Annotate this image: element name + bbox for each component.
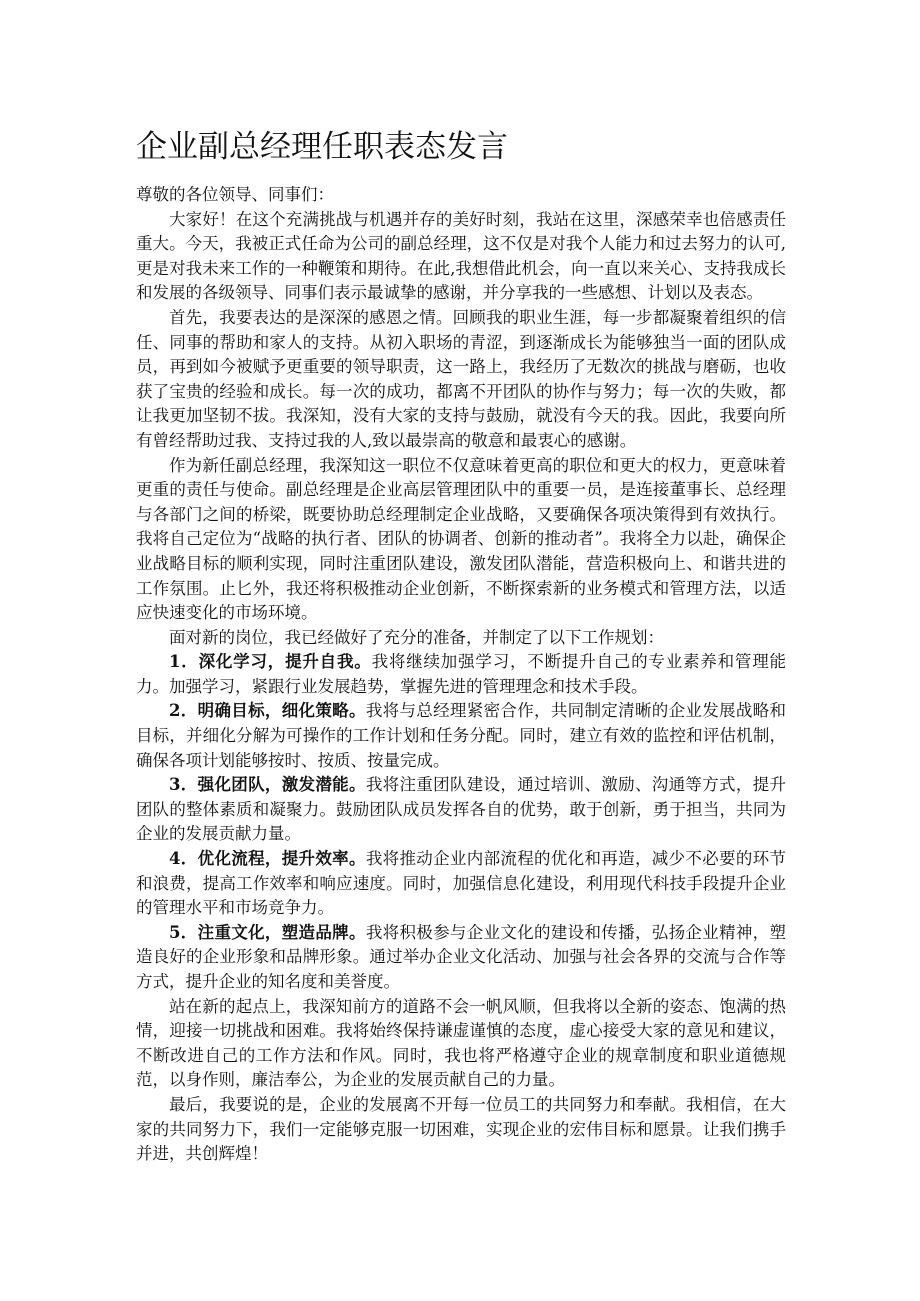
- document-title: 企业副总经理任职表态发言: [136, 129, 508, 165]
- greeting: 尊敬的各位领导、同事们：: [136, 185, 334, 204]
- plan-item-text: 我将积极参与企业文化的建设和传播，弘扬企业精神，塑造良好的企业形象和品牌形象。通过举办企业文化活动、加强与社会各界的交流与合作等方式，提升企业的知名度和美誉度。: [136, 922, 787, 991]
- plan-item-text: 我将与总经理紧密合作，共同制定清晰的企业发展战略和目标，并细化分解为可操作的工作计划和任务分配。同时，建立有效的监控和评估机制，确保各项计划能够按时、按质、按量完成。: [136, 701, 787, 770]
- paragraph-resolve: 站在新的起点上，我深知前方的道路不会一帆风顺，但我将以全新的姿态、饱满的热情，迎接一切挑战和困难。我将始终保持谦虚谨慎的态度，虚心接受大家的意见和建议，不断改进自己的工作方法和作风。同时，我也将严格遵守企业的规章制度和职业道德规范，以身作则，廉洁奉公，为企业的发展贡献自己的力量。: [136, 996, 786, 1090]
- document-body: [136, 183, 786, 1167]
- plan-item-lead: 3．强化团队，激发潜能。: [169, 775, 366, 795]
- plan-item: [136, 650, 786, 699]
- plan-item-text: 我将继续加强学习，不断提升自己的专业素养和管理能力。加强学习，紧跟行业发展趋势，掌握先进的管理理念和技术手段。: [136, 652, 787, 696]
- paragraph-plan-intro: 面对新的岗位，我已经做好了充分的准备，并制定了以下工作规划：: [169, 627, 664, 647]
- plan-item: [136, 921, 786, 995]
- plan-item-text: 我将注重团队建设，通过培训、激励、沟通等方式，提升团队的整体素质和凝聚力。鼓励团队成员发挥各自的优势，敢于创新，勇于担当，共同为企业的发展贡献力量。: [136, 775, 787, 844]
- paragraph-role: 作为新任副总经理，我深知这一职位不仅意味着更高的职位和更大的权力，更意味着更重的责任与使命。副总经理是企业高层管理团队中的重要一员，是连接董事长、总经理与各部门之间的桥梁，既要协助总经理制定企业战略，又要确保各项决策得到有效执行。我将自己定位为“战略的执行者、团队的协调者、创新的推动者”。我将全力以赴，确保企业战略目标的顺利实现，同时注重团队建设，激发团队潜能，营造积极向上、和谐共进的工作氛围。止匕外，我还将积极推动企业创新，不断探索新的业务模式和管理方法，以适应快速变化的市场环境。: [136, 455, 786, 623]
- plan-item-lead: 5．注重文化，塑造品牌。: [169, 922, 366, 942]
- paragraph-gratitude: 首先，我要表达的是深深的感恩之情。回顾我的职业生涯，每一步都凝聚着组织的信任、同事的帮助和家人的支持。从初入职场的青涩，到逐渐成长为能够独当一面的团队成员，再到如今被赋予更重要的领导职责，这一路上，我经历了无数次的挑战与磨砺，也收获了宝贵的经验和成长。每一次的成功，都离不开团队的协作与努力；每一次的失败，都让我更加坚韧不拔。我深知，没有大家的支持与鼓励，就没有今天的我。因此，我要向所有曾经帮助过我、支持过我的人,致以最崇高的敬意和最衷心的感谢。: [136, 307, 786, 450]
- plan-item-lead: 1．深化学习，提升自我。: [169, 652, 372, 672]
- plan-item-lead: 2．明确目标，细化策略。: [169, 701, 366, 721]
- plan-item: [136, 847, 786, 921]
- plan-item: [136, 773, 786, 847]
- paragraph-opening: 大家好！在这个充满挑战与机遇并存的美好时刻，我站在这里，深感荣幸也倍感责任重大。今天，我被正式任命为公司的副总经理，这不仅是对我个人能力和过去努力的认可,更是对我未来工作的一种鞭策和期待。在此,我想借此机会，向一直以来关心、支持我成长和发展的各级领导、同事们表示最诚挚的感谢，并分享我的一些感想、计划以及表态。: [136, 209, 786, 303]
- paragraph-closing: 最后，我要说的是，企业的发展离不开每一位员工的共同努力和奉献。我相信，在大家的共同努力下，我们一定能够克服一切困难，实现企业的宏伟目标和愿景。让我们携手并进，共创辉煌！: [136, 1094, 786, 1164]
- plan-item-text: 我将推动企业内部流程的优化和再造，减少不必要的环节和浪费，提高工作效率和响应速度。同时，加强信息化建设，利用现代科技手段提升企业的管理水平和市场竞争力。: [136, 849, 787, 918]
- plan-item-lead: 4．优化流程，提升效率。: [169, 849, 366, 869]
- plan-item: [136, 699, 786, 773]
